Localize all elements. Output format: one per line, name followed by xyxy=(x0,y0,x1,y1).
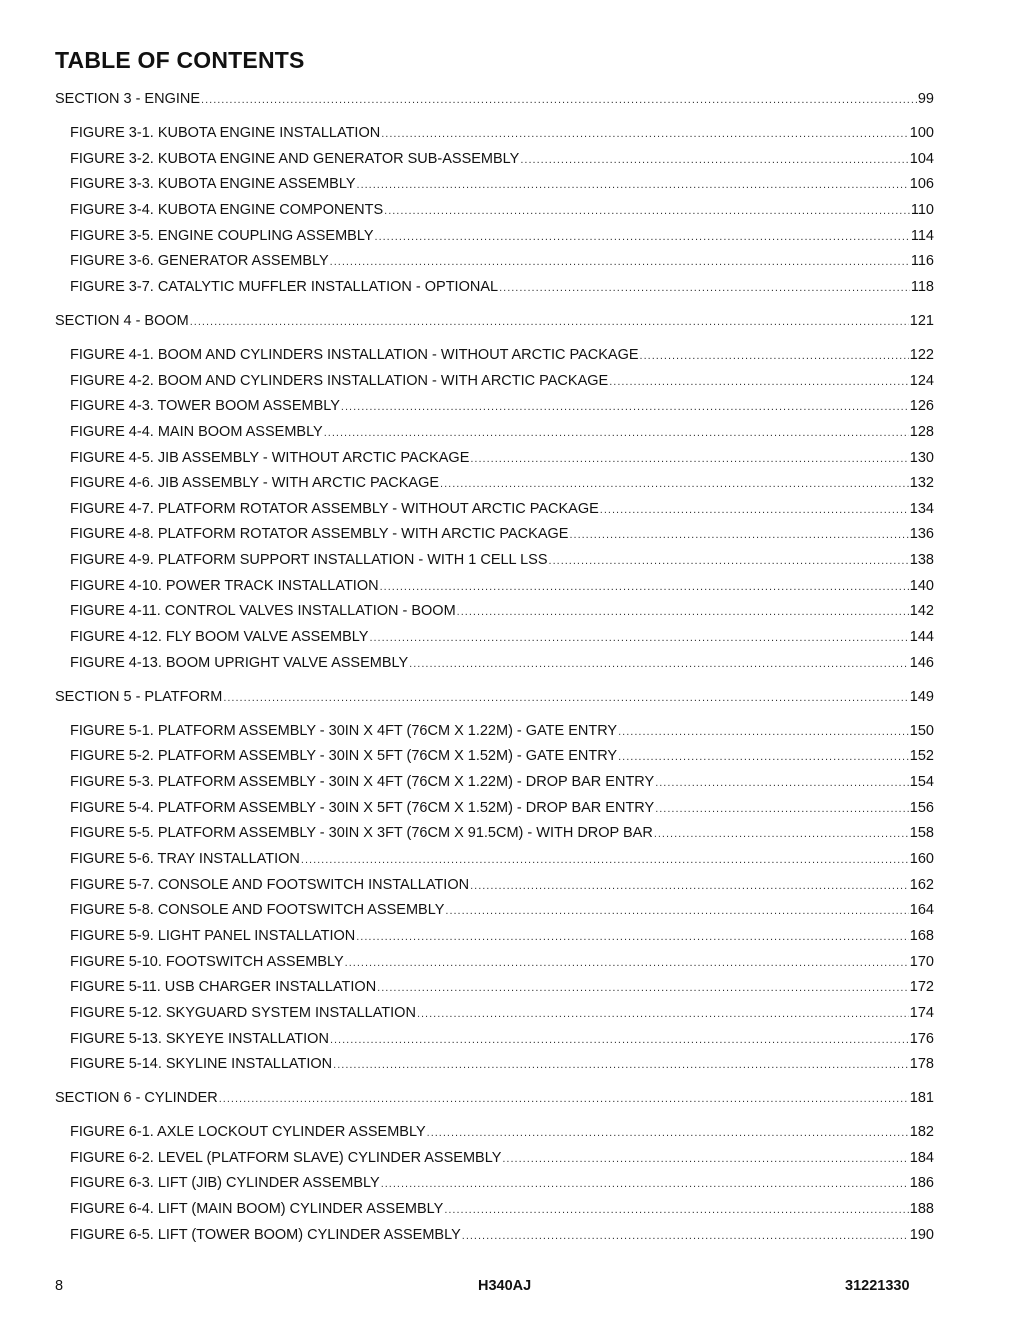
toc-entry-page: 190 xyxy=(909,1226,934,1243)
dot-leader xyxy=(190,316,909,328)
toc-figure-entry[interactable] xyxy=(70,800,934,818)
dot-leader xyxy=(470,880,909,892)
dot-leader xyxy=(201,94,917,106)
toc-entry-label: FIGURE 3-2. KUBOTA ENGINE AND GENERATOR SUB-ASSEMBLY xyxy=(70,150,520,167)
toc-entry-label: FIGURE 5-5. PLATFORM ASSEMBLY - 30IN X 3FT (76CM X 91.5CM) - WITH DROP BAR xyxy=(70,825,653,842)
dot-leader xyxy=(502,1153,908,1165)
toc-entry-page: 158 xyxy=(909,825,934,842)
toc-entry-label: SECTION 3 - ENGINE xyxy=(55,91,201,107)
toc-figure-entry[interactable] xyxy=(70,1201,934,1219)
page-footer xyxy=(0,1278,1024,1298)
dot-leader xyxy=(655,803,909,815)
toc-entry-page: 150 xyxy=(909,722,934,739)
toc-entry-label: FIGURE 5-12. SKYGUARD SYSTEM INSTALLATION xyxy=(70,1004,416,1021)
dot-leader xyxy=(380,581,909,593)
toc-entry-label: FIGURE 4-5. JIB ASSEMBLY - WITHOUT ARCTIC PACKAGE xyxy=(70,449,470,466)
dot-leader xyxy=(457,606,909,618)
dot-leader xyxy=(333,1059,909,1071)
toc-entry-page: 138 xyxy=(909,552,934,569)
toc-entry-label: FIGURE 5-9. LIGHT PANEL INSTALLATION xyxy=(70,927,356,944)
toc-figure-entry[interactable] xyxy=(70,176,934,194)
toc-entry-page: 181 xyxy=(909,1090,934,1107)
toc-entry-label: FIGURE 3-5. ENGINE COUPLING ASSEMBLY xyxy=(70,227,374,244)
toc-entry-label: FIGURE 5-4. PLATFORM ASSEMBLY - 30IN X 5FT (76CM X 1.52M) - DROP BAR ENTRY xyxy=(70,799,655,816)
toc-entry-page: 124 xyxy=(909,372,934,389)
toc-entry-page: 188 xyxy=(909,1201,934,1218)
dot-leader xyxy=(369,632,908,644)
toc-figure-entry[interactable] xyxy=(70,202,934,220)
toc-entry-page: 172 xyxy=(909,979,934,996)
toc-entry-label: FIGURE 6-1. AXLE LOCKOUT CYLINDER ASSEMBLY xyxy=(70,1124,426,1141)
toc-entry-label: FIGURE 3-3. KUBOTA ENGINE ASSEMBLY xyxy=(70,176,356,193)
toc-entry-page: 114 xyxy=(910,227,934,244)
dot-leader xyxy=(381,128,909,140)
toc-entry-page: 186 xyxy=(909,1175,934,1192)
toc-entry-page: 126 xyxy=(909,398,934,415)
toc-entry-page: 110 xyxy=(910,201,934,218)
toc-entry-page: 168 xyxy=(909,927,934,944)
toc-figure-entry[interactable] xyxy=(70,228,934,246)
toc-entry-label: FIGURE 3-4. KUBOTA ENGINE COMPONENTS xyxy=(70,201,384,218)
dot-leader xyxy=(381,1178,909,1190)
toc-entry-label: SECTION 4 - BOOM xyxy=(55,312,189,329)
dot-leader xyxy=(356,931,909,943)
toc-figure-entry[interactable] xyxy=(70,501,934,519)
toc-entry-label: FIGURE 4-4. MAIN BOOM ASSEMBLY xyxy=(70,423,323,440)
toc-figure-entry[interactable] xyxy=(70,1227,934,1245)
dot-leader xyxy=(499,282,910,294)
toc-entry-page: 116 xyxy=(910,253,934,270)
toc-section-entry[interactable] xyxy=(55,1090,934,1108)
toc-entry-page: 134 xyxy=(909,500,934,517)
dot-leader xyxy=(445,905,908,917)
toc-figure-entry[interactable] xyxy=(70,1175,934,1193)
toc-figure-entry[interactable] xyxy=(70,450,934,468)
toc-entry-page: 170 xyxy=(909,953,934,970)
dot-leader xyxy=(654,828,909,840)
toc-figure-entry[interactable] xyxy=(70,774,934,792)
toc-figure-entry[interactable] xyxy=(70,578,934,596)
toc-entry-label: FIGURE 5-6. TRAY INSTALLATION xyxy=(70,850,300,867)
toc-entry-label: FIGURE 3-7. CATALYTIC MUFFLER INSTALLATION - OPTIONAL xyxy=(70,278,499,295)
toc-figure-entry[interactable] xyxy=(70,347,934,365)
toc-entry-label: FIGURE 3-1. KUBOTA ENGINE INSTALLATION xyxy=(70,125,381,141)
toc-entry-page: 140 xyxy=(909,577,934,594)
toc-entry-page: 130 xyxy=(909,449,934,466)
toc-entry-page: 184 xyxy=(909,1149,934,1166)
footer-model: H340AJ xyxy=(478,1278,532,1294)
toc-entry-page: 118 xyxy=(910,278,934,295)
toc-figure-entry[interactable] xyxy=(70,723,934,741)
toc-entry-page: 149 xyxy=(909,688,934,705)
toc-entry-page: 176 xyxy=(909,1030,934,1047)
dot-leader xyxy=(219,1093,909,1105)
dot-leader xyxy=(409,658,909,670)
dot-leader xyxy=(301,854,909,866)
toc-figure-entry[interactable] xyxy=(70,253,934,271)
toc-figure-entry[interactable] xyxy=(70,655,934,673)
toc-entry-page: 104 xyxy=(909,150,934,167)
dot-leader xyxy=(440,478,909,490)
toc-entry-page: 162 xyxy=(909,876,934,893)
toc-figure-entry[interactable] xyxy=(70,1005,934,1023)
toc-entry-label: FIGURE 6-3. LIFT (JIB) CYLINDER ASSEMBLY xyxy=(70,1175,380,1192)
dot-leader xyxy=(427,1127,909,1139)
footer-page-number: 8 xyxy=(55,1278,64,1294)
toc-figure-entry[interactable] xyxy=(70,928,934,946)
dot-leader xyxy=(600,504,909,516)
toc-figure-entry[interactable] xyxy=(70,475,934,493)
toc-figure-entry[interactable] xyxy=(70,979,934,997)
toc-entry-label: FIGURE 5-2. PLATFORM ASSEMBLY - 30IN X 5FT (76CM X 1.52M) - GATE ENTRY xyxy=(70,748,618,765)
toc-figure-entry[interactable] xyxy=(70,398,934,416)
toc-figure-entry[interactable] xyxy=(70,902,934,920)
toc-entry-label: FIGURE 6-4. LIFT (MAIN BOOM) CYLINDER ASSEMBLY xyxy=(70,1201,444,1218)
dot-leader xyxy=(357,179,909,191)
dot-leader xyxy=(470,453,908,465)
toc-entry-label: FIGURE 5-13. SKYEYE INSTALLATION xyxy=(70,1030,329,1047)
dot-leader xyxy=(618,726,909,738)
toc-section-entry[interactable] xyxy=(55,689,934,707)
toc-entry-label: SECTION 6 - CYLINDER xyxy=(55,1090,218,1107)
toc-entry-page: 142 xyxy=(909,603,934,620)
footer-document-number: 31221330 xyxy=(845,1278,910,1294)
toc-figure-entry[interactable] xyxy=(70,279,934,297)
dot-leader xyxy=(345,957,909,969)
toc-figure-entry[interactable] xyxy=(70,851,934,869)
dot-leader xyxy=(520,154,908,166)
page-title: TABLE OF CONTENTS xyxy=(55,47,305,73)
dot-leader xyxy=(640,350,909,362)
toc-figure-entry[interactable] xyxy=(70,954,934,972)
toc-entry-label: FIGURE 4-1. BOOM AND CYLINDERS INSTALLATION - WITHOUT ARCTIC PACKAGE xyxy=(70,346,639,363)
toc-entry-label: FIGURE 4-7. PLATFORM ROTATOR ASSEMBLY - WITHOUT ARCTIC PACKAGE xyxy=(70,500,599,517)
toc-entry-page: 146 xyxy=(909,654,934,671)
toc-entry-page: 99 xyxy=(917,91,934,107)
dot-leader xyxy=(324,427,909,439)
toc-entry-label: FIGURE 4-13. BOOM UPRIGHT VALVE ASSEMBLY xyxy=(70,654,409,671)
toc-entry-label: FIGURE 4-2. BOOM AND CYLINDERS INSTALLATION - WITH ARCTIC PACKAGE xyxy=(70,372,609,389)
dot-leader xyxy=(330,256,910,268)
dot-leader xyxy=(569,529,908,541)
toc-entry-label: FIGURE 5-10. FOOTSWITCH ASSEMBLY xyxy=(70,953,344,970)
dot-leader xyxy=(330,1034,909,1046)
dot-leader xyxy=(223,692,908,704)
toc-section-entry[interactable] xyxy=(55,91,934,109)
toc-entry-label: FIGURE 4-6. JIB ASSEMBLY - WITH ARCTIC PACKAGE xyxy=(70,475,440,492)
toc-figure-entry[interactable] xyxy=(70,1124,934,1142)
toc-figure-entry[interactable] xyxy=(70,424,934,442)
toc-figure-entry[interactable] xyxy=(70,748,934,766)
toc-entry-label: FIGURE 4-9. PLATFORM SUPPORT INSTALLATION - WITH 1 CELL LSS xyxy=(70,552,548,569)
toc-entry-page: 132 xyxy=(909,475,934,492)
toc-entry-page: 121 xyxy=(909,312,934,329)
toc-entry-label: FIGURE 5-8. CONSOLE AND FOOTSWITCH ASSEMBLY xyxy=(70,902,445,919)
toc-entry-page: 152 xyxy=(909,748,934,765)
toc-figure-entry[interactable] xyxy=(70,125,934,143)
dot-leader xyxy=(549,555,909,567)
toc-entry-page: 136 xyxy=(909,526,934,543)
toc-entry-page: 106 xyxy=(909,176,934,193)
toc-figure-entry[interactable] xyxy=(70,552,934,570)
dot-leader xyxy=(375,231,910,243)
toc-figure-entry[interactable] xyxy=(70,1150,934,1168)
dot-leader xyxy=(655,777,909,789)
toc-entry-label: FIGURE 4-10. POWER TRACK INSTALLATION xyxy=(70,577,379,594)
toc-entry-label: FIGURE 5-7. CONSOLE AND FOOTSWITCH INSTALLATION xyxy=(70,876,470,893)
toc-entry-page: 122 xyxy=(909,346,934,363)
dot-leader xyxy=(444,1204,908,1216)
toc-entry-label: FIGURE 4-11. CONTROL VALVES INSTALLATION - BOOM xyxy=(70,603,456,620)
toc-figure-entry[interactable] xyxy=(70,151,934,169)
dot-leader xyxy=(341,401,909,413)
toc-entry-label: FIGURE 5-1. PLATFORM ASSEMBLY - 30IN X 4FT (76CM X 1.22M) - GATE ENTRY xyxy=(70,722,618,739)
toc-entry-page: 144 xyxy=(909,629,934,646)
toc-figure-entry[interactable] xyxy=(70,629,934,647)
toc-entry-page: 164 xyxy=(909,902,934,919)
toc-figure-entry[interactable] xyxy=(70,373,934,391)
toc-entry-label: FIGURE 5-14. SKYLINE INSTALLATION xyxy=(70,1056,333,1073)
toc-entry-page: 160 xyxy=(909,850,934,867)
toc-figure-entry[interactable] xyxy=(70,603,934,621)
dot-leader xyxy=(384,205,910,217)
toc-entry-label: FIGURE 4-8. PLATFORM ROTATOR ASSEMBLY - WITH ARCTIC PACKAGE xyxy=(70,526,569,543)
toc-entry-label: FIGURE 6-5. LIFT (TOWER BOOM) CYLINDER ASSEMBLY xyxy=(70,1226,461,1243)
dot-leader xyxy=(377,982,909,994)
toc-entry-page: 182 xyxy=(909,1124,934,1141)
dot-leader xyxy=(417,1008,909,1020)
toc-figure-entry[interactable] xyxy=(70,526,934,544)
toc-entry-label: FIGURE 5-3. PLATFORM ASSEMBLY - 30IN X 4FT (76CM X 1.22M) - DROP BAR ENTRY xyxy=(70,774,655,790)
toc-entry-page: 156 xyxy=(909,799,934,816)
toc-figure-entry[interactable] xyxy=(70,1056,934,1074)
toc-figure-entry[interactable] xyxy=(70,1031,934,1049)
toc-entry-page: 178 xyxy=(909,1056,934,1073)
toc-figure-entry[interactable] xyxy=(70,877,934,895)
toc-figure-entry[interactable] xyxy=(70,825,934,843)
toc-entry-page: 154 xyxy=(909,774,934,790)
toc-section-entry[interactable] xyxy=(55,313,934,331)
toc-entry-page: 128 xyxy=(909,423,934,440)
toc-entry-label: FIGURE 3-6. GENERATOR ASSEMBLY xyxy=(70,253,329,270)
dot-leader xyxy=(609,376,909,388)
dot-leader xyxy=(618,751,909,763)
toc-entry-label: FIGURE 4-3. TOWER BOOM ASSEMBLY xyxy=(70,398,340,415)
toc-entry-label: SECTION 5 - PLATFORM xyxy=(55,688,223,705)
toc-entry-page: 174 xyxy=(909,1004,934,1021)
dot-leader xyxy=(462,1230,909,1242)
toc-entry-label: FIGURE 6-2. LEVEL (PLATFORM SLAVE) CYLINDER ASSEMBLY xyxy=(70,1149,502,1166)
toc-entry-label: FIGURE 5-11. USB CHARGER INSTALLATION xyxy=(70,979,377,996)
toc-entry-label: FIGURE 4-12. FLY BOOM VALVE ASSEMBLY xyxy=(70,629,369,646)
toc-entry-page: 100 xyxy=(909,125,934,141)
